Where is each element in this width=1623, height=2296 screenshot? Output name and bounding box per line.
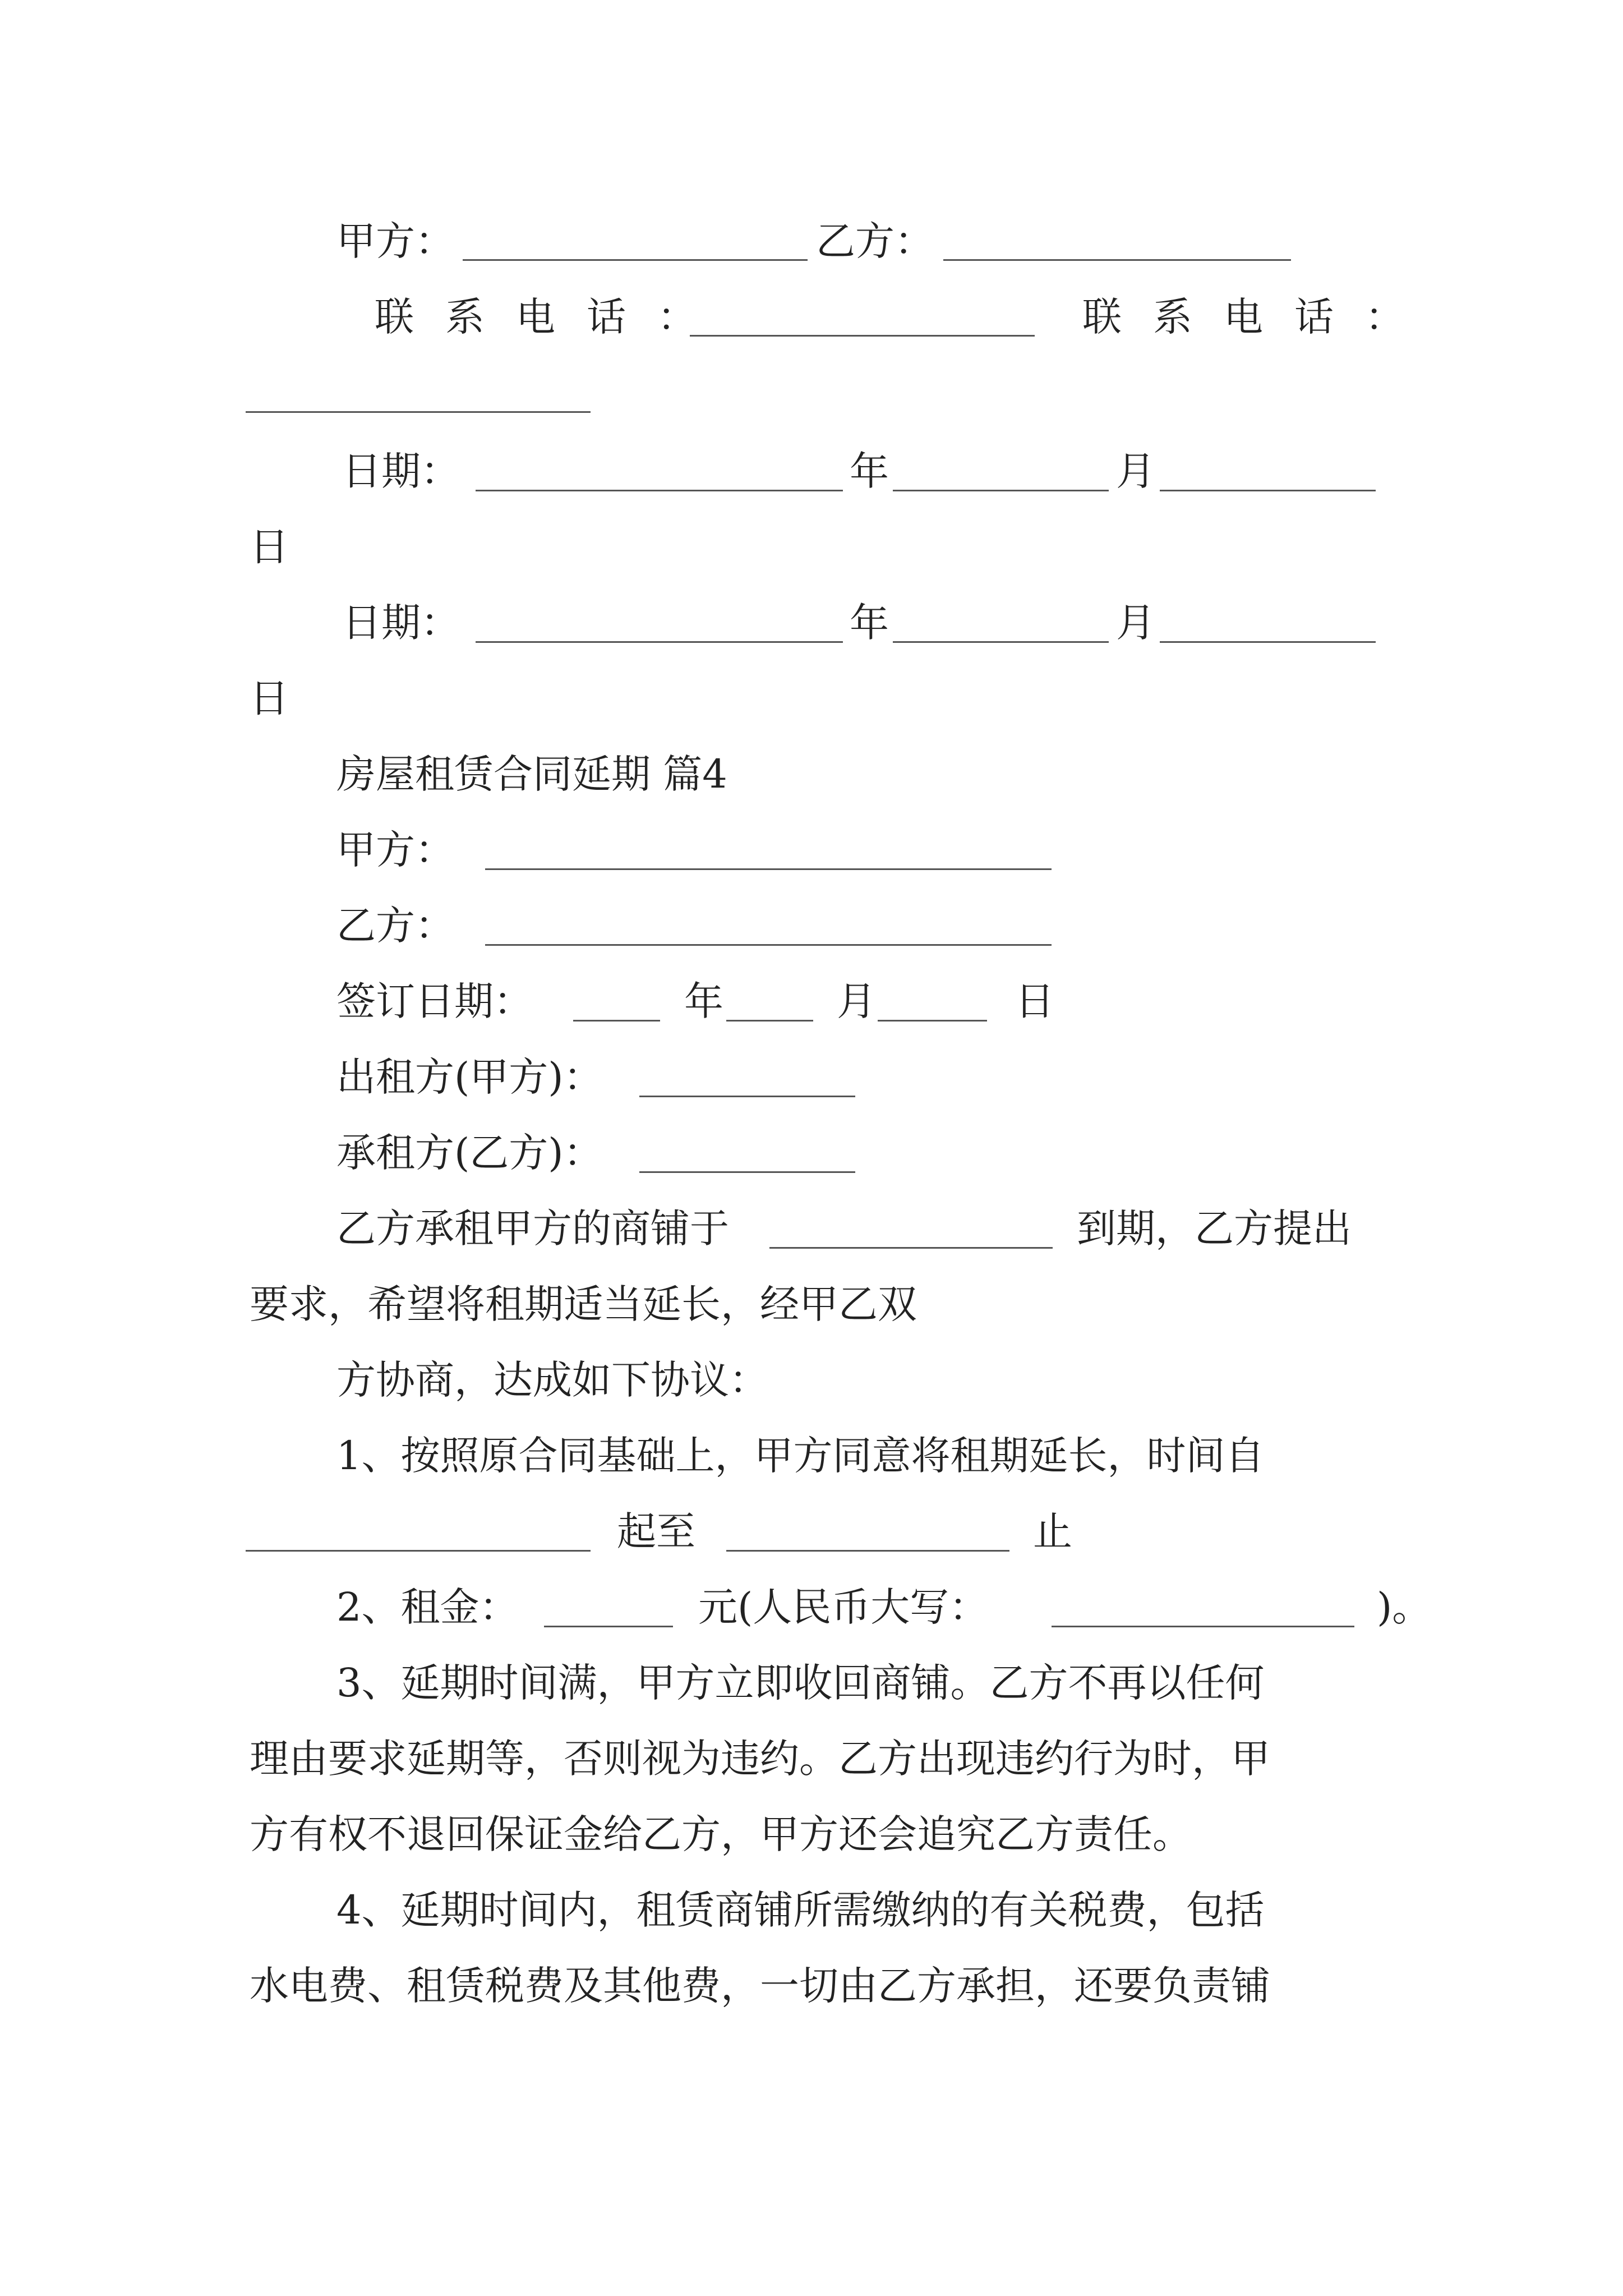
date-b-day: 日 <box>250 675 289 721</box>
section-title: 房屋租赁合同延期 篇4 <box>336 751 727 797</box>
lessee-label: 承租方(乙方)： <box>336 1130 603 1176</box>
phone-b-blank <box>246 411 591 413</box>
sign-day: 日 <box>1015 978 1054 1024</box>
clause3-line2: 理由要求延期等，否则视为违约。乙方出现违约行为时，甲 <box>250 1736 1270 1782</box>
lessee-blank <box>639 1171 855 1173</box>
clause2-end: )。 <box>1377 1584 1432 1630</box>
date-a-day-blank <box>1160 490 1376 491</box>
intro-part1: 乙方承租甲方的商铺于 <box>336 1205 729 1251</box>
clause3-line3: 方有权不退回保证金给乙方，甲方还会追究乙方责任。 <box>250 1811 1192 1857</box>
date-a-year-blank <box>476 490 843 491</box>
phone-a-blank <box>690 335 1035 337</box>
section-party-b-blank <box>485 944 1052 946</box>
clause1-line1: 1、按照原合同基础上，甲方同意将租期延长，时间自 <box>336 1433 1265 1479</box>
sign-year: 年 <box>684 978 723 1024</box>
date-a-month: 月 <box>1116 448 1155 494</box>
clause1-end-blank <box>726 1550 1009 1552</box>
party-a-blank <box>463 259 808 261</box>
intro-line3: 方协商，达成如下协议： <box>336 1357 768 1403</box>
party-b-label: 乙方： <box>816 218 934 264</box>
section-party-a-label: 甲方： <box>336 827 454 873</box>
date-a-year: 年 <box>850 448 889 494</box>
date-b-month: 月 <box>1116 600 1155 646</box>
clause4-line2: 水电费、租赁税费及其他费，一切由乙方承担，还要负责铺 <box>250 1963 1270 2009</box>
clause4-line1: 4、延期时间内，租赁商铺所需缴纳的有关税费，包括 <box>336 1887 1265 1933</box>
sign-year-blank <box>573 1020 660 1022</box>
date-a-month-blank <box>893 490 1109 491</box>
clause3-line1: 3、延期时间满，甲方立即收回商铺。乙方不再以任何 <box>336 1660 1265 1706</box>
date-label-b: 日期： <box>342 600 460 646</box>
sign-month-blank <box>726 1020 813 1022</box>
date-b-month-blank <box>893 641 1109 643</box>
date-b-year: 年 <box>850 600 889 646</box>
clause2-prefix: 2、租金： <box>336 1584 519 1630</box>
intro-line2: 要求，希望将租期适当延长，经甲乙双 <box>250 1281 917 1327</box>
date-a-day: 日 <box>250 524 289 570</box>
lessor-blank <box>639 1096 855 1097</box>
sign-date-label: 签订日期： <box>336 978 533 1024</box>
section-party-b-label: 乙方： <box>336 903 454 949</box>
phone-label-a: 联系电话： <box>375 294 728 340</box>
lessor-label: 出租方(甲方)： <box>336 1054 603 1100</box>
clause1-start-blank <box>246 1550 591 1552</box>
party-b-blank <box>943 259 1291 261</box>
section-party-a-blank <box>485 868 1052 870</box>
sign-day-blank <box>878 1020 987 1022</box>
party-a-label: 甲方： <box>336 218 454 264</box>
rent-uppercase-blank <box>1052 1626 1354 1627</box>
date-b-year-blank <box>476 641 843 643</box>
date-label-a: 日期： <box>342 448 460 494</box>
rent-amount-blank <box>544 1626 673 1627</box>
clause1-from-to: 起至 <box>617 1508 695 1554</box>
date-b-day-blank <box>1160 641 1376 643</box>
intro-expiry-blank <box>769 1247 1053 1249</box>
intro-part2: 到期，乙方提出 <box>1077 1205 1352 1251</box>
clause1-end: 止 <box>1033 1508 1072 1554</box>
clause2-unit: 元(人民币大写： <box>698 1584 989 1630</box>
sign-month: 月 <box>837 978 876 1024</box>
phone-label-b: 联系电话： <box>1082 294 1436 340</box>
